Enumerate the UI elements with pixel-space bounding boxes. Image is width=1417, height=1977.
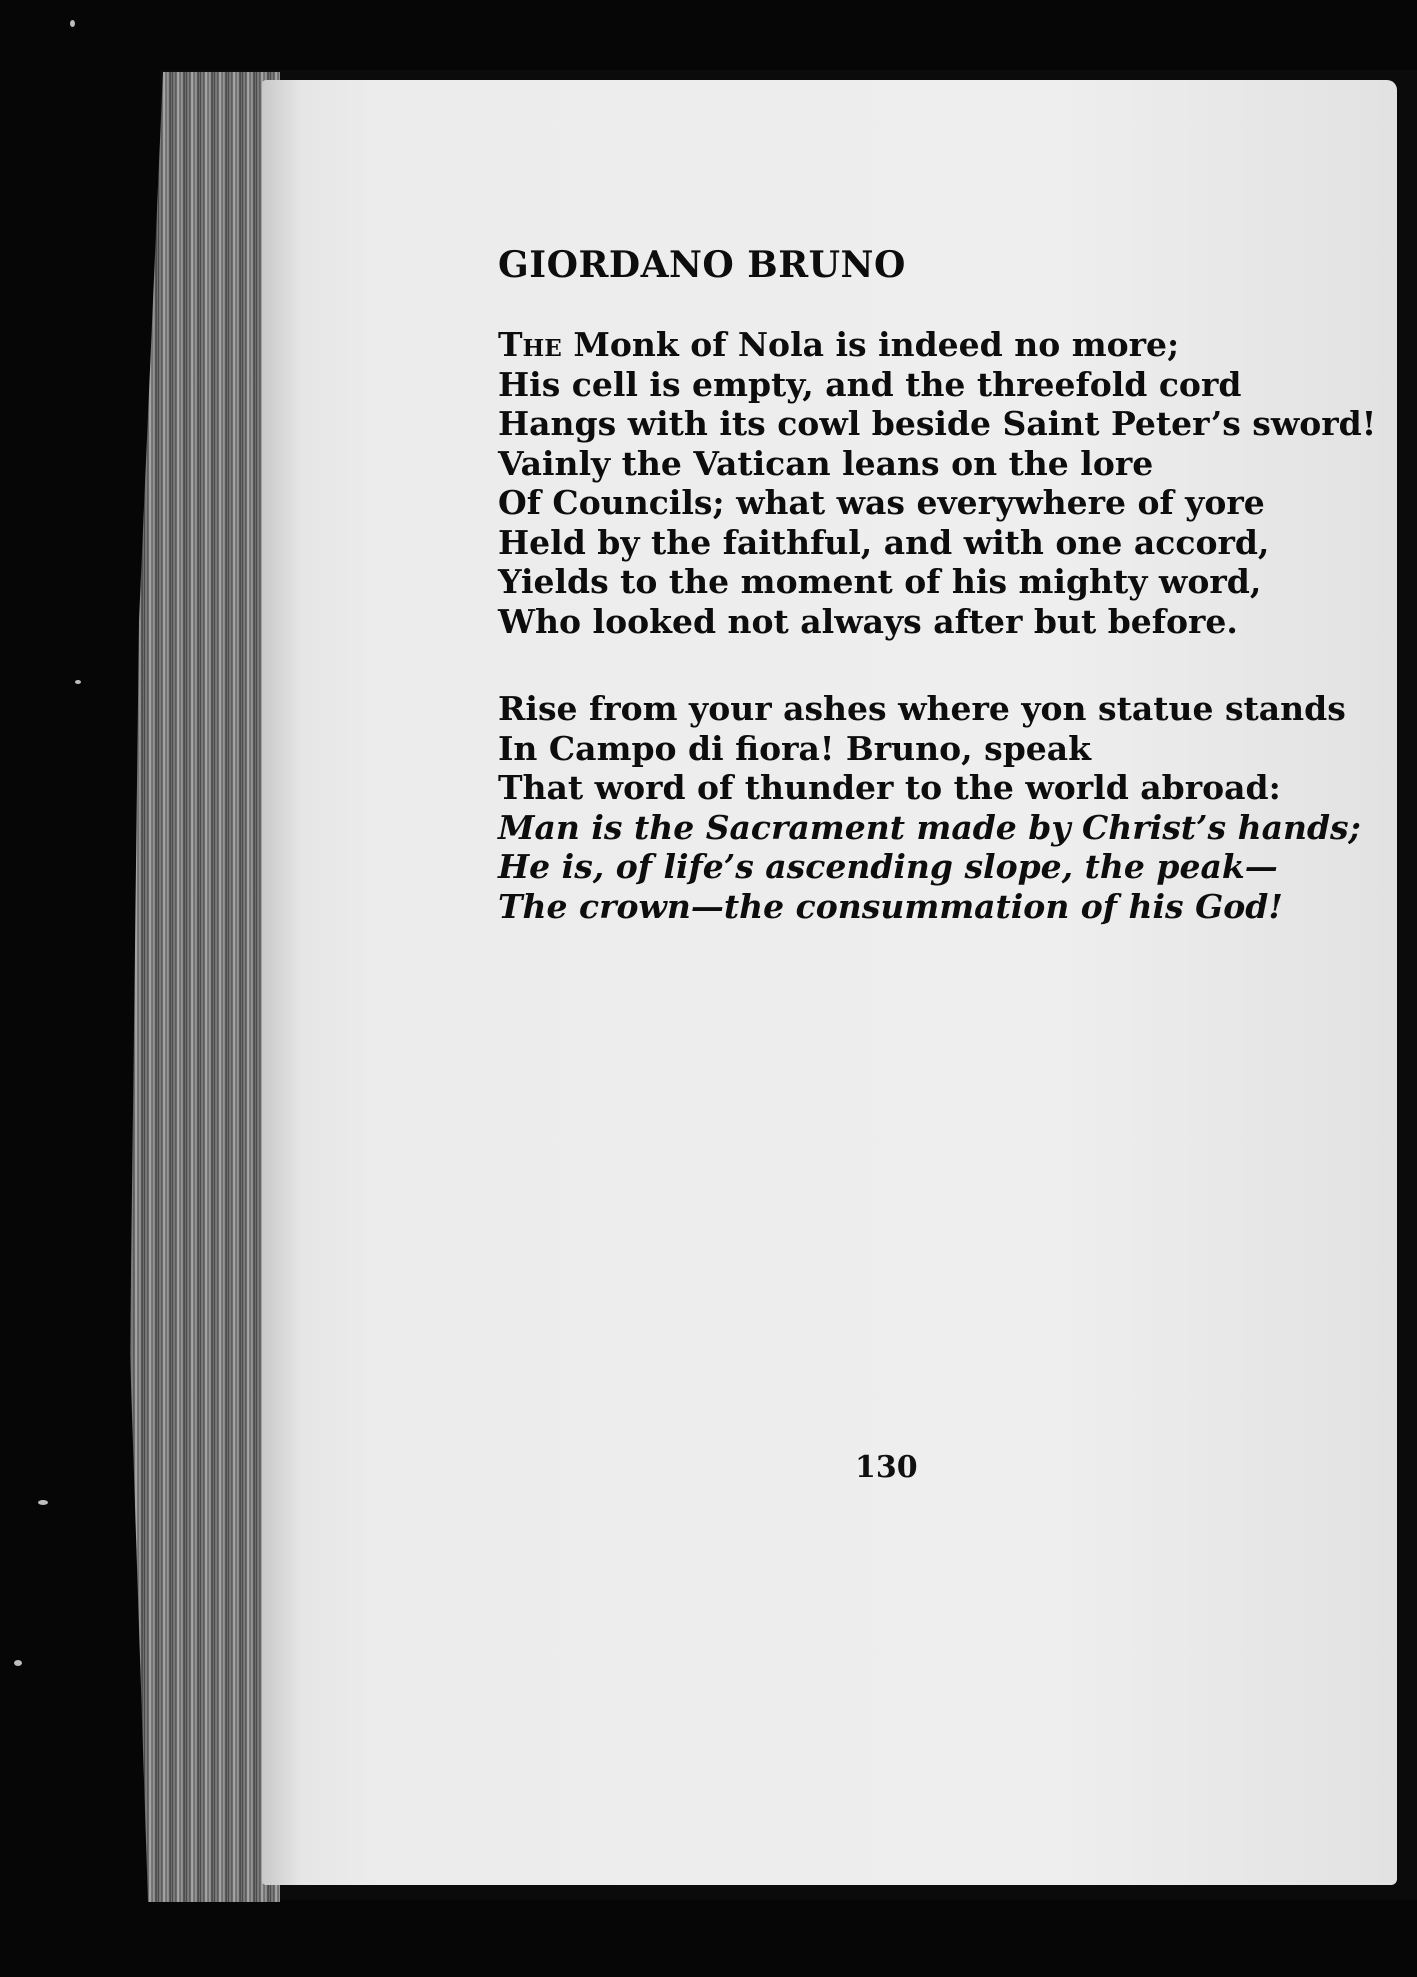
poem-line: Rise from your ashes where yon statue stands (498, 689, 1346, 728)
stanza-2 (498, 689, 1378, 926)
poem-line: Vainly the Vatican leans on the lore (498, 443, 1154, 483)
poem-line: Held by the faithful, and with one accord, (498, 522, 1270, 562)
drop-word: The (498, 325, 562, 364)
dust-speck (14, 1660, 22, 1666)
stanza-1 (498, 325, 1378, 641)
poem (498, 245, 1378, 926)
poem-line: That word of thunder to the world abroad: (498, 768, 1281, 807)
poem-title: GIORDANO BRUNO (498, 244, 906, 286)
poem-line: In Campo di fiora! Bruno, speak (498, 728, 1092, 768)
dust-speck (70, 20, 75, 27)
poem-line: The crown—the consummation of his God! (498, 886, 1283, 926)
poem-line: Hangs with its cowl beside Saint Peter’s sword! (498, 404, 1377, 443)
page-block-edge (130, 72, 280, 1902)
poem-line: He is, of life’s ascending slope, the peak— (498, 847, 1278, 886)
poem-line: Man is the Sacrament made by Christ’s hands; (498, 807, 1361, 847)
dust-speck (38, 1500, 48, 1505)
dust-speck (75, 680, 81, 684)
poem-line: Yields to the moment of his mighty word, (498, 562, 1262, 601)
poem-line: Of Councils; what was everywhere of yore (498, 483, 1265, 522)
poem-line: His cell is empty, and the threefold cord (498, 364, 1242, 404)
poem-line (498, 325, 1378, 365)
page-number: 130 (855, 1450, 918, 1485)
line-text: Monk of Nola is indeed no more; (561, 325, 1180, 364)
poem-line: Who looked not always after but before. (498, 601, 1238, 641)
